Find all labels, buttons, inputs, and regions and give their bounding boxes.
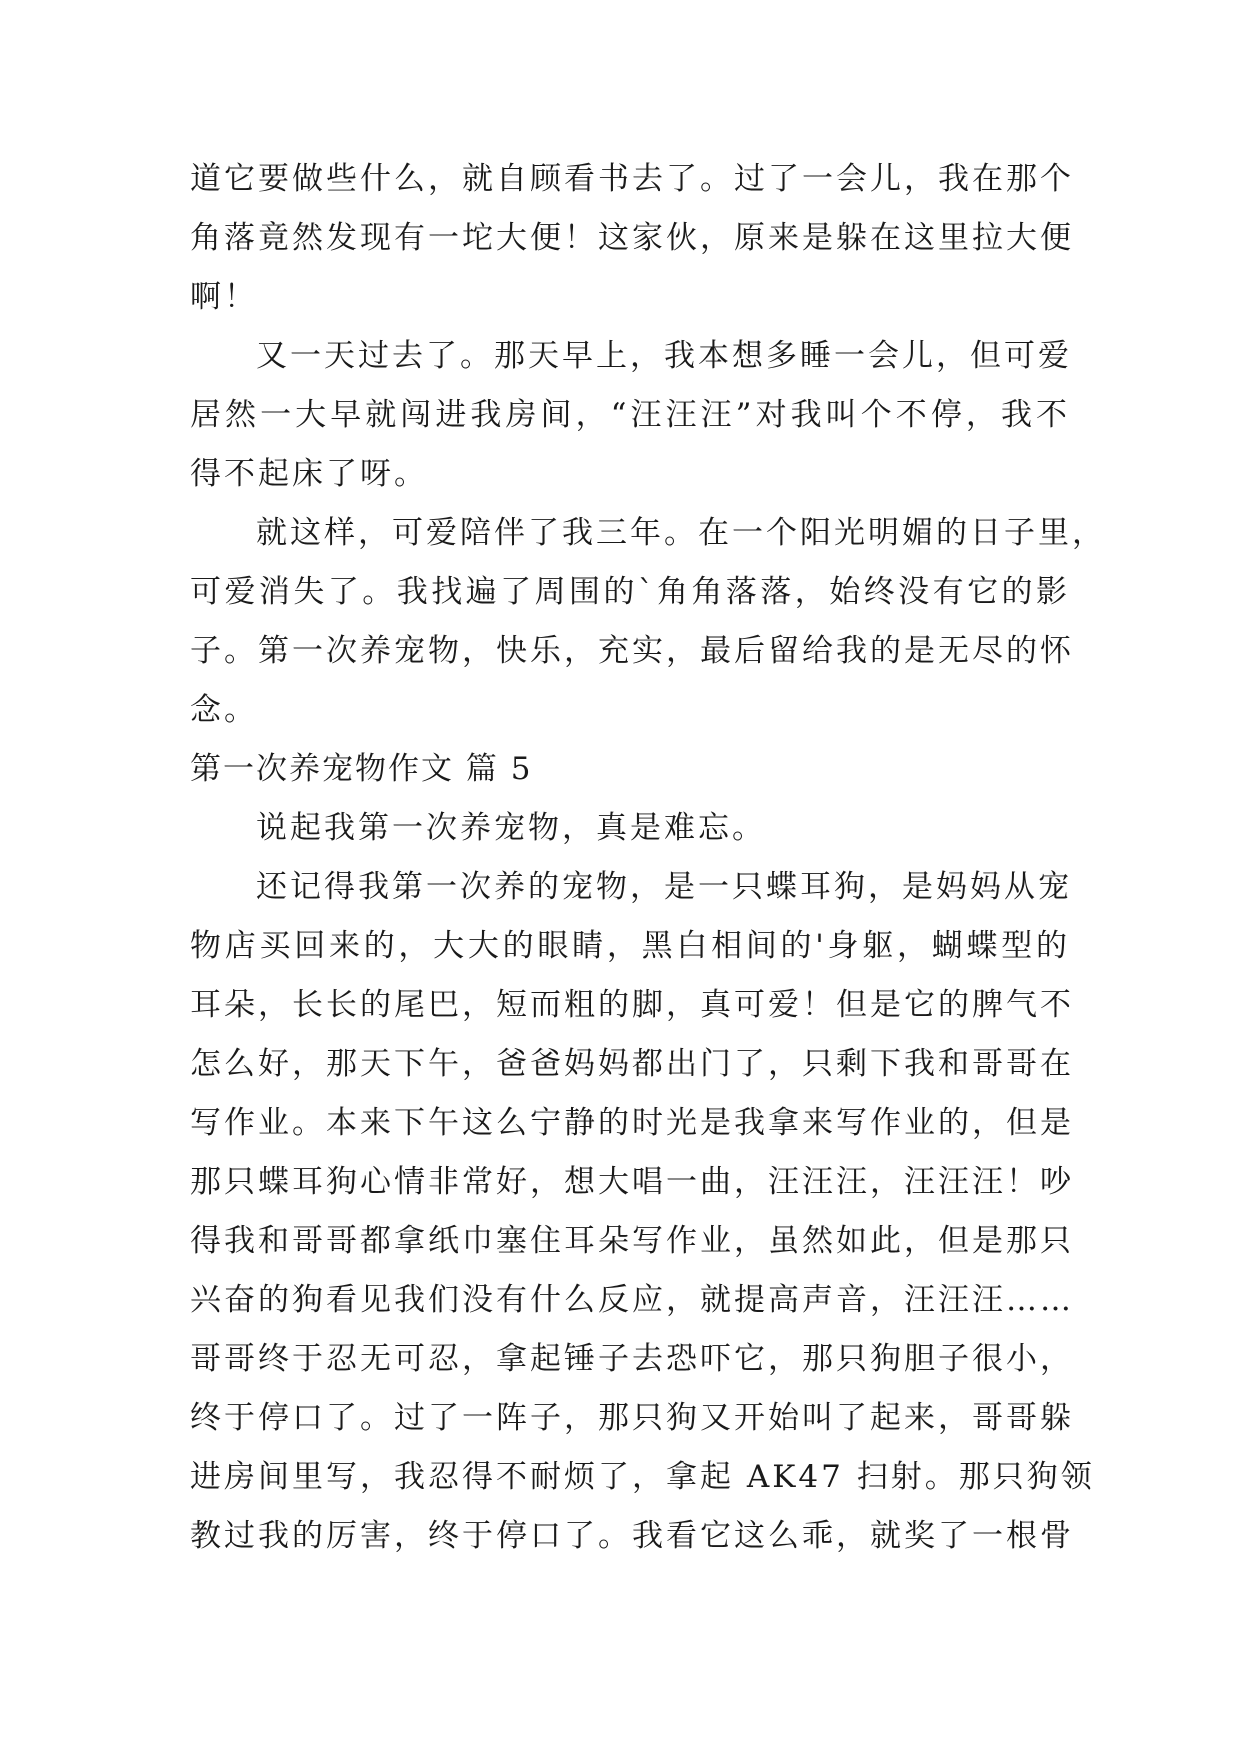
text-line: 进房间里写，我忍得不耐烦了，拿起 AK47 扫射。那只狗领 [190,1459,1095,1495]
text-line: 啊！ [190,279,258,315]
text-line: 可爱消失了。我找遍了周围的`角角落落，始终没有它的影 [190,574,1070,610]
text-line: 教过我的厉害，终于停口了。我看它这么乖，就奖了一根骨 [190,1518,1074,1554]
paragraph-first-line: 又一天过去了。那天早上，我本想多睡一会儿，但可爱 [256,338,1072,374]
text-line: 写作业。本来下午这么宁静的时光是我拿来写作业的，但是 [190,1105,1074,1141]
text-line: 角落竟然发现有一坨大便！这家伙，原来是躲在这里拉大便 [190,220,1074,256]
text-line: 哥哥终于忍无可忍，拿起锤子去恐吓它，那只狗胆子很小， [190,1341,1074,1377]
essay-body [190,150,1106,1566]
text-line: 那只蝶耳狗心情非常好，想大唱一曲，汪汪汪，汪汪汪！吵 [190,1164,1074,1200]
text-line: 子。第一次养宠物，快乐，充实，最后留给我的是无尽的怀 [190,633,1074,669]
section-heading: 第一次养宠物作文 篇 5 [190,751,533,787]
paragraph-first-line: 就这样，可爱陪伴了我三年。在一个阳光明媚的日子里， [256,515,1106,551]
text-line: 得我和哥哥都拿纸巾塞住耳朵写作业，虽然如此，但是那只 [190,1223,1074,1259]
paragraph-first-line: 说起我第一次养宠物，真是难忘。 [256,810,766,846]
text-line: 兴奋的狗看见我们没有什么反应，就提高声音，汪汪汪…… [190,1282,1074,1318]
text-line: 得不起床了呀。 [190,456,428,492]
text-line: 怎么好，那天下午，爸爸妈妈都出门了，只剩下我和哥哥在 [190,1046,1074,1082]
text-line: 耳朵，长长的尾巴，短而粗的脚，真可爱！但是它的脾气不 [190,987,1074,1023]
text-line: 物店买回来的，大大的眼睛，黑白相间的'身躯，蝴蝶型的 [190,928,1070,964]
text-line: 念。 [190,692,258,728]
paragraph-first-line: 还记得我第一次养的宠物，是一只蝶耳狗，是妈妈从宠 [256,869,1072,905]
text-line: 道它要做些什么，就自顾看书去了。过了一会儿，我在那个 [190,161,1074,197]
text-line: 居然一大早就闯进我房间，“汪汪汪”对我叫个不停，我不 [190,397,1070,433]
text-line: 终于停口了。过了一阵子，那只狗又开始叫了起来，哥哥躲 [190,1400,1074,1436]
